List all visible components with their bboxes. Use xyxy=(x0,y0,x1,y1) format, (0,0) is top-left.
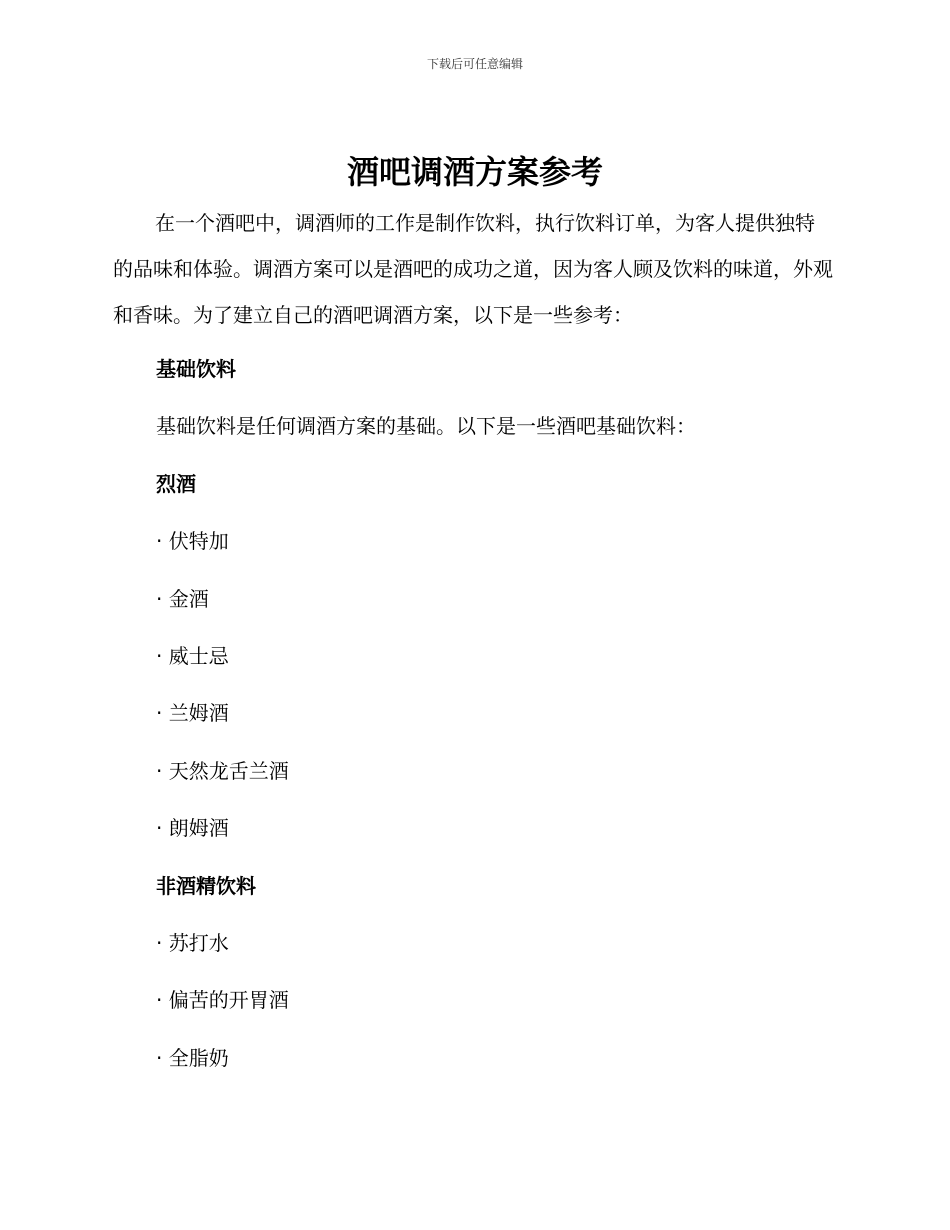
intro-paragraph: 在一个酒吧中，调酒师的工作是制作饮料，执行饮料订单，为客人提供独特的品味和体验。调酒方案可以是酒吧的成功之道，因为客人顾及饮料的味道，外观和香味。为了建立自己的酒吧调酒方案，以下是一些参考： xyxy=(113,211,833,327)
list-item-spirit: · 金酒 xyxy=(156,586,209,611)
list-item-non-alcoholic: · 全脂奶 xyxy=(156,1045,229,1070)
list-item-spirit: · 兰姆酒 xyxy=(156,701,229,726)
section-heading-spirits: 烈酒 xyxy=(156,471,196,496)
list-item-non-alcoholic: · 苏打水 xyxy=(156,930,229,955)
document-title: 酒吧调酒方案参考 xyxy=(346,153,603,191)
section-heading-base: 基础饮料 xyxy=(156,357,236,381)
list-item-spirit: · 伏特加 xyxy=(156,529,229,554)
list-item-spirit: · 朗姆酒 xyxy=(156,816,229,841)
section-description-base: 基础饮料是任何调酒方案的基础。以下是一些酒吧基础饮料： xyxy=(156,414,696,439)
header-note: 下载后可任意编辑 xyxy=(426,57,523,71)
list-item-spirit: · 威士忌 xyxy=(156,643,229,668)
list-item-spirit: · 天然龙舌兰酒 xyxy=(156,758,289,783)
section-heading-non-alcoholic: 非酒精饮料 xyxy=(156,873,256,898)
document-content xyxy=(156,348,836,1094)
list-item-non-alcoholic: · 偏苦的开胃酒 xyxy=(156,988,289,1013)
